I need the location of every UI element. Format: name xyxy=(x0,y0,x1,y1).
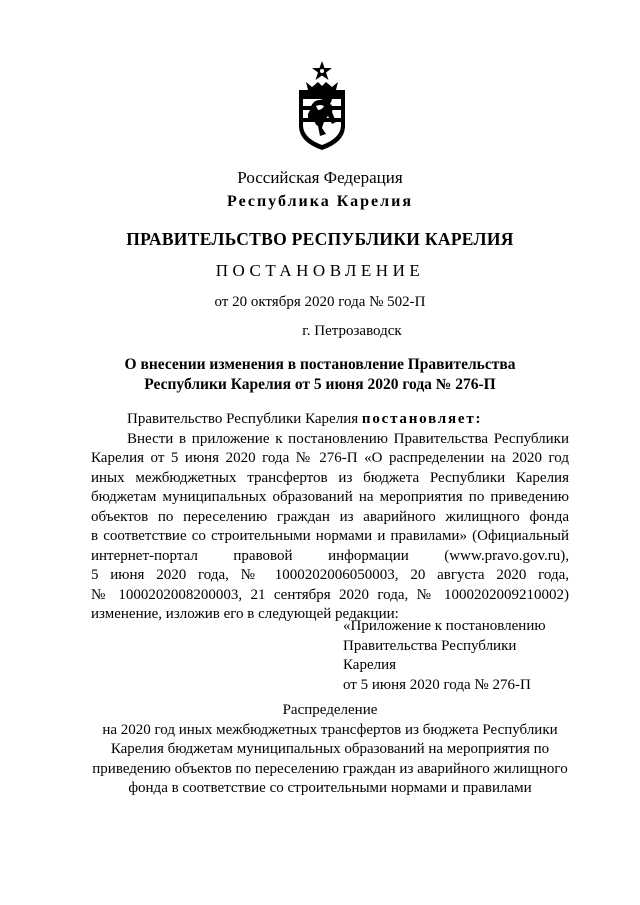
republic-label: Республика Карелия xyxy=(227,193,413,210)
body-line: изменение, изложив его в следующей редакции: xyxy=(91,606,399,622)
heading-line: О внесении изменения в постановление Правительства xyxy=(124,356,516,373)
body-line: в соответствие со строительными нормами и правилами» (Официальный xyxy=(91,528,569,544)
decree-type: ПОСТАНОВЛЕНИЕ xyxy=(215,261,425,280)
appendix-line: Правительства Республики xyxy=(343,637,517,654)
distribution-line: на 2020 год иных межбюджетных трансфертов из бюджета Республики xyxy=(102,721,558,738)
body-text xyxy=(91,410,569,625)
body-line: интернет-портал правовой информации (www.pravo.gov.ru), xyxy=(91,547,569,564)
heading-line: Республики Карелия от 5 июня 2020 года № 276-П xyxy=(144,376,496,393)
intro-resolves: постановляет: xyxy=(361,411,483,427)
distribution-line: приведению объектов по переселению граждан из аварийного жилищного xyxy=(92,760,568,777)
distribution-section xyxy=(0,701,640,799)
document-heading xyxy=(0,355,640,395)
decree-date: от 20 октября 2020 года № 502-П xyxy=(214,294,426,310)
body-line: бюджетам муниципальных образований на мероприятия по приведению xyxy=(91,489,569,505)
body-line: Карелия от 5 июня 2020 года № 276-П «О распределении на 2020 год xyxy=(91,450,569,466)
federation-label: Российская Федерация xyxy=(237,168,403,187)
intro-text: Правительство Республики Карелия xyxy=(127,411,362,427)
appendix-reference xyxy=(343,617,546,695)
body-line: иных межбюджетных трансфертов из бюджета Республики Карелия xyxy=(91,469,569,486)
government-label: ПРАВИТЕЛЬСТВО РЕСПУБЛИКИ КАРЕЛИЯ xyxy=(126,229,514,249)
body-line: объектов по переселению граждан из аварийного жилищного фонда xyxy=(91,508,569,525)
intro-paragraph xyxy=(91,410,569,430)
coat-of-arms-icon xyxy=(292,60,352,152)
distribution-line: фонда в соответствие со строительными нормами и правилами xyxy=(128,780,532,796)
body-line: № 1000202008200003, 21 сентября 2020 года, № 1000202009210002) xyxy=(91,586,569,603)
body-line: Внести в приложение к постановлению Правительства Республики xyxy=(127,430,569,447)
appendix-line: Карелия xyxy=(343,657,397,673)
body-line: 5 июня 2020 года, № 1000202006050003, 20 августа 2020 года, xyxy=(91,567,569,583)
distribution-line: Карелия бюджетам муниципальных образований на мероприятия по xyxy=(110,741,550,757)
appendix-line: «Приложение к постановлению xyxy=(343,618,546,634)
distribution-title: Распределение xyxy=(282,702,378,718)
appendix-line: от 5 июня 2020 года № 276-П xyxy=(343,676,531,693)
city-label: г. Петрозаводск xyxy=(302,323,402,339)
